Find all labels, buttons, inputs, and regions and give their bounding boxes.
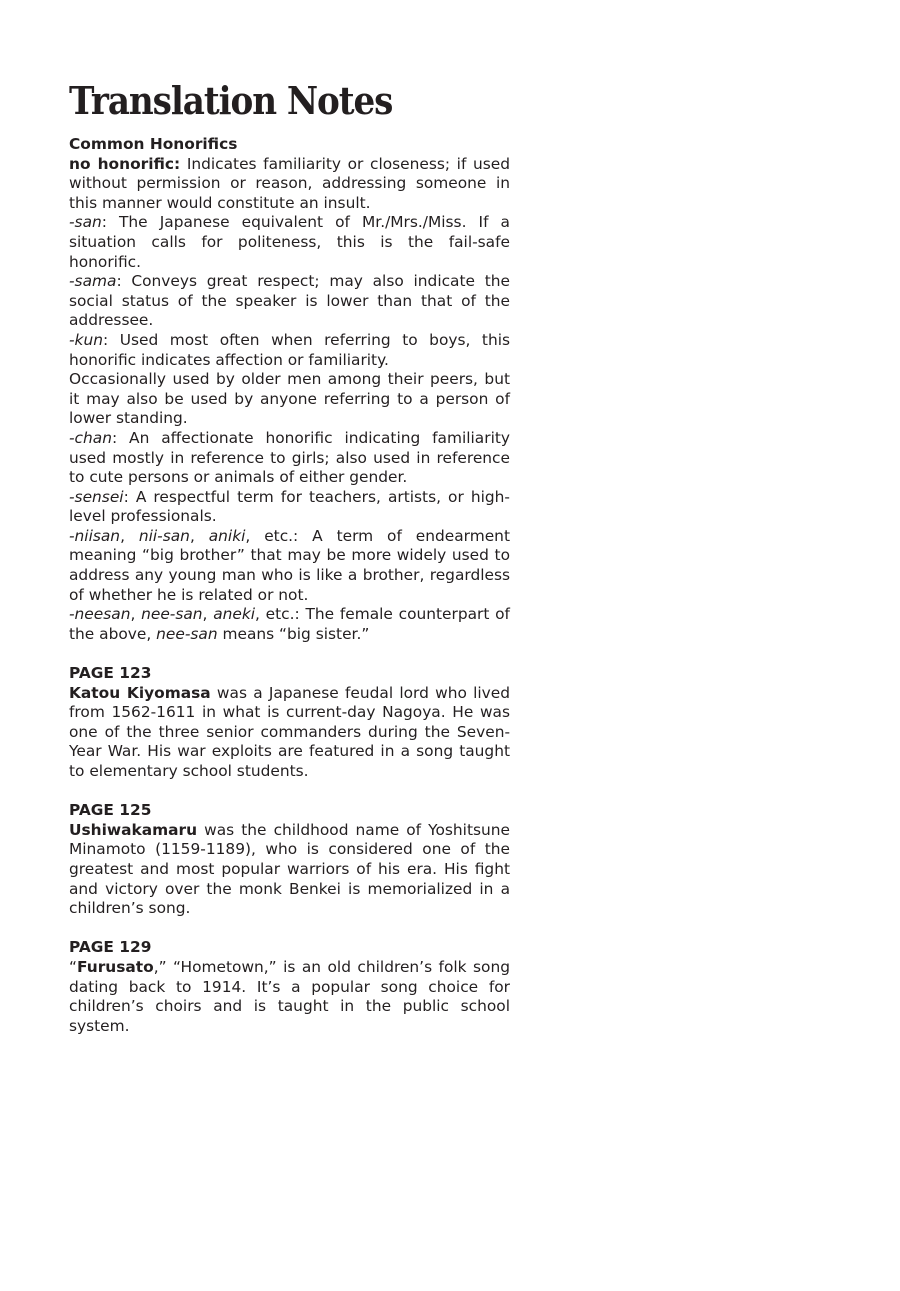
- honorific-entry: [69, 272, 510, 331]
- honorific-definition: Occasionally used by older men among their peers, but it may also be used by anyone referring to a person of lower standing.: [69, 370, 510, 428]
- honorific-term: -kun: [69, 330, 103, 349]
- page-note-129: [69, 938, 510, 1036]
- honorific-term: -chan: [69, 428, 112, 447]
- honorific-term: -neesan: [69, 605, 131, 624]
- honorific-term: -niisan: [69, 526, 121, 545]
- honorific-entry: [69, 213, 510, 272]
- honorific-entry: [69, 331, 510, 370]
- page-note-heading: PAGE 123: [69, 664, 152, 683]
- page-note-123: [69, 664, 510, 782]
- honorific-entry: [69, 370, 510, 429]
- honorific-definition: : Conveys great respect; may also indicate the social status of the speaker is lower than that of the addressee.: [69, 272, 510, 330]
- honorifics-section: [69, 135, 510, 644]
- page-note-lead: Ushiwakamaru: [69, 820, 198, 839]
- honorific-term: -sensei: [69, 487, 124, 506]
- honorific-definition: means “big sister.”: [217, 624, 370, 643]
- page-note-text: was a Japanese feudal lord who lived from 1562-1611 in what is current-day Nagoya. He was one of the three senior commanders during the Seven-Year War. His war exploits are featured in a song taught to elementary school students.: [69, 683, 510, 780]
- page-note-lead: Katou Kiyomasa: [69, 683, 211, 702]
- translation-notes-page: [69, 78, 510, 1036]
- honorific-term: no honorific:: [69, 154, 181, 173]
- page-note-heading: PAGE 129: [69, 938, 152, 957]
- honorific-definition: Indicates familiarity or closeness; if used without permission or reason, addressing someone in this manner would constitute an insult.: [69, 154, 510, 212]
- honorific-entry: [69, 605, 510, 644]
- term-separator: ,: [120, 526, 139, 545]
- honorific-definition: : An affectionate honorific indicating familiarity used mostly in reference to girls; also used in reference to cute persons or animals of either gender.: [69, 428, 510, 487]
- honorific-entry: [69, 488, 510, 527]
- honorific-entry: [69, 527, 510, 605]
- honorific-term: nii-san: [138, 526, 190, 545]
- honorific-definition: : A respectful term for teachers, artists, or high-level professionals.: [69, 487, 510, 526]
- page-note-body: [69, 684, 510, 782]
- honorific-term: aneki: [213, 605, 256, 624]
- page-note-prefix: “: [69, 957, 77, 976]
- term-separator: ,: [130, 605, 142, 624]
- page-title: Translation Notes: [69, 78, 393, 123]
- honorific-definition: : Used most often when referring to boys, this honorific indicates affection or familiarity.: [69, 330, 510, 369]
- page-note-heading: PAGE 125: [69, 801, 152, 820]
- honorifics-heading: Common Honorifics: [69, 135, 238, 153]
- page-note-text: was the childhood name of Yoshitsune Minamoto (1159-1189), who is considered one of the greatest and most popular warriors of his era. His fight and victory over the monk Benkei is memorialized in a children’s song.: [69, 820, 510, 918]
- honorific-entry: [69, 155, 510, 214]
- honorific-definition: : The Japanese equivalent of Mr./Mrs./Miss. If a situation calls for politeness, this is the fail-safe honorific.: [69, 213, 510, 271]
- honorific-definition: , etc.: The female counterpart of the above,: [69, 605, 510, 643]
- honorific-entry: [69, 429, 510, 488]
- page-note-lead: Furusato: [76, 957, 154, 976]
- honorific-term: aniki: [208, 526, 246, 545]
- honorific-term: -san: [69, 213, 102, 232]
- page-note-125: [69, 801, 510, 919]
- honorific-definition: , etc.: A term of endearment meaning “big brother” that may be more widely used to address any young man who is like a brother, regardless of whether he is related or not.: [69, 526, 510, 604]
- page-note-text: ,” “Hometown,” is an old children’s folk song dating back to 1914. It’s a popular song choice for children’s choirs and is taught in the public school system.: [69, 957, 510, 1035]
- honorific-term: -sama: [69, 272, 117, 291]
- honorific-term: nee-san: [141, 605, 203, 624]
- page-note-body: [69, 958, 510, 1036]
- honorific-inline-term: nee-san: [156, 624, 218, 643]
- page-note-body: [69, 821, 510, 919]
- term-separator: ,: [202, 605, 214, 624]
- term-separator: ,: [189, 526, 209, 545]
